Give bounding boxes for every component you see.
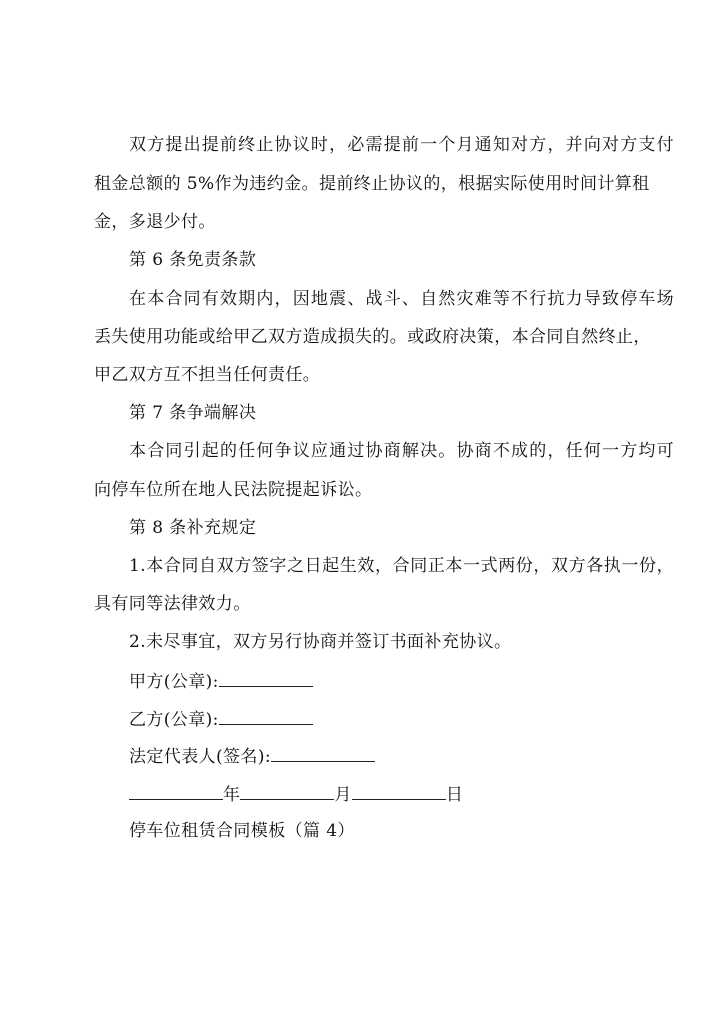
party-b-label: 乙方(公章):	[129, 710, 219, 730]
party-a-signature-line	[129, 670, 674, 692]
day-blank	[352, 783, 446, 800]
section-heading: 第 6 条免责条款	[129, 250, 257, 270]
paragraph-line: 2.未尽事宜，双方另行协商并签订书面补充协议。	[129, 632, 512, 652]
date-year: 年	[223, 785, 241, 805]
section-heading: 第 7 条争端解决	[129, 403, 257, 423]
month-blank	[240, 783, 334, 800]
paragraph-line: 本合同引起的任何争议应通过协商解决。协商不成的，任何一方均可	[129, 441, 674, 461]
paragraph-line: 在本合同有效期内，因地震、战斗、自然灾难等不行抗力导致停车场	[129, 289, 674, 309]
representative-signature-line	[129, 745, 674, 767]
section-heading: 第 8 条补充规定	[129, 518, 257, 538]
paragraph-line: 具有同等法律效力。	[94, 594, 251, 614]
representative-blank	[271, 745, 375, 762]
date-line	[129, 783, 674, 805]
representative-label: 法定代表人(签名):	[129, 747, 271, 767]
party-b-blank	[219, 708, 313, 725]
date-day: 日	[445, 785, 464, 805]
paragraph-line: 1.本合同自双方签字之日起生效，合同正本一式两份，双方各执一份，	[129, 556, 674, 576]
paragraph-line: 甲乙双方互不担当任何责任。	[94, 365, 321, 385]
party-b-signature-line	[129, 708, 674, 730]
paragraph-line: 租金总额的 5%作为违约金。提前终止协议的，根据实际使用时间计算租	[94, 174, 650, 194]
paragraph-line: 金，多退少付。	[94, 212, 216, 232]
date-month: 月	[334, 785, 352, 805]
party-a-blank	[219, 670, 313, 687]
party-a-label: 甲方(公章):	[129, 672, 219, 692]
next-section-title: 停车位租赁合同模板（篇 4）	[129, 821, 355, 841]
paragraph-line: 向停车位所在地人民法院提起诉讼。	[94, 480, 373, 500]
paragraph-line: 丢失使用功能或给甲乙双方造成损失的。或政府决策，本合同自然终止，	[94, 327, 651, 347]
paragraph-line: 双方提出提前终止协议时，必需提前一个月通知对方，并向对方支付	[129, 135, 674, 155]
year-blank	[129, 783, 223, 800]
